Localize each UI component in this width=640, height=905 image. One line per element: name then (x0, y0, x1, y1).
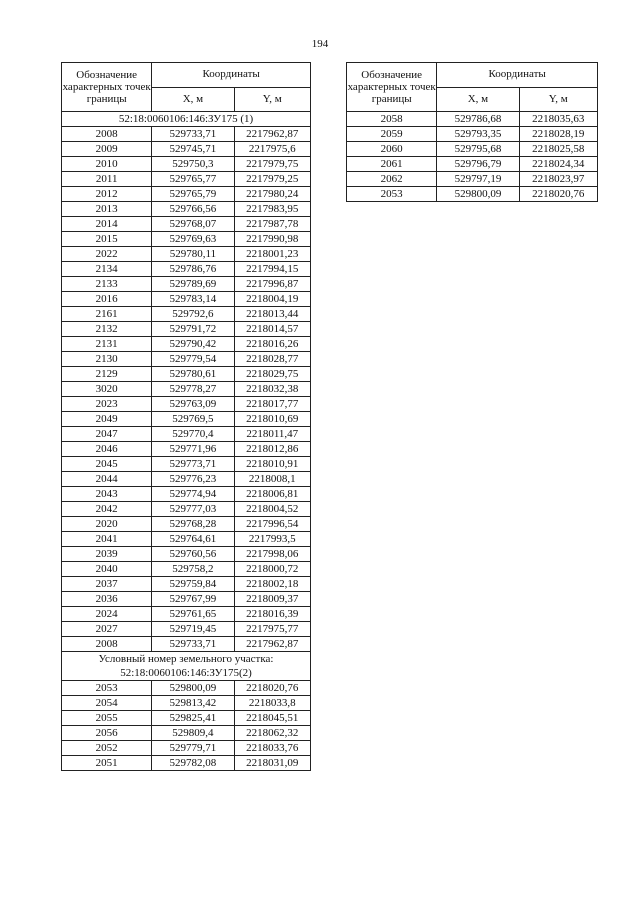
x-coordinate: 529780,11 (152, 247, 234, 262)
y-coordinate: 2217975,6 (234, 142, 310, 157)
x-coordinate: 529813,42 (152, 696, 234, 711)
table-row (62, 412, 311, 427)
y-coordinate: 2218008,1 (234, 472, 310, 487)
point-id: 2054 (62, 696, 152, 711)
y-coordinate: 2218004,52 (234, 502, 310, 517)
point-id: 2056 (62, 726, 152, 741)
coordinates-table-right (346, 62, 598, 202)
y-coordinate: 2218001,23 (234, 247, 310, 262)
point-id: 2041 (62, 532, 152, 547)
x-coordinate: 529791,72 (152, 322, 234, 337)
point-id: 3020 (62, 382, 152, 397)
point-id: 2161 (62, 307, 152, 322)
x-coordinate: 529763,09 (152, 397, 234, 412)
table-row (62, 277, 311, 292)
header-x: X, м (437, 87, 519, 112)
table-row (62, 217, 311, 232)
y-coordinate: 2218016,39 (234, 607, 310, 622)
x-coordinate: 529765,77 (152, 172, 234, 187)
table-row (62, 322, 311, 337)
point-id: 2046 (62, 442, 152, 457)
x-coordinate: 529777,03 (152, 502, 234, 517)
x-coordinate: 529768,07 (152, 217, 234, 232)
x-coordinate: 529750,3 (152, 157, 234, 172)
point-id: 2012 (62, 187, 152, 202)
table-row (347, 127, 598, 142)
y-coordinate: 2218024,34 (519, 157, 597, 172)
table-row (62, 262, 311, 277)
y-coordinate: 2217962,87 (234, 127, 310, 142)
table-row (62, 157, 311, 172)
x-coordinate: 529776,23 (152, 472, 234, 487)
table-row (347, 112, 598, 127)
table-row (62, 247, 311, 262)
table-row (62, 367, 311, 382)
y-coordinate: 2218025,58 (519, 142, 597, 157)
x-coordinate: 529797,19 (437, 172, 519, 187)
y-coordinate: 2218045,51 (234, 711, 310, 726)
x-coordinate: 529766,56 (152, 202, 234, 217)
table-row (62, 577, 311, 592)
x-coordinate: 529745,71 (152, 142, 234, 157)
table-row (62, 607, 311, 622)
y-coordinate: 2218006,81 (234, 487, 310, 502)
table-row (62, 696, 311, 711)
point-id: 2023 (62, 397, 152, 412)
y-coordinate: 2217980,24 (234, 187, 310, 202)
header-designation: Обозначение характерных точек границы (62, 63, 152, 112)
y-coordinate: 2217993,5 (234, 532, 310, 547)
table-row (62, 622, 311, 637)
y-coordinate: 2218023,97 (519, 172, 597, 187)
header-x: X, м (152, 87, 234, 112)
x-coordinate: 529779,71 (152, 741, 234, 756)
point-id: 2009 (62, 142, 152, 157)
table-row (62, 307, 311, 322)
table-row (62, 532, 311, 547)
table-row (62, 517, 311, 532)
point-id: 2053 (347, 187, 437, 202)
table-row (62, 756, 311, 771)
x-coordinate: 529793,35 (437, 127, 519, 142)
x-coordinate: 529778,27 (152, 382, 234, 397)
x-coordinate: 529790,42 (152, 337, 234, 352)
x-coordinate: 529770,4 (152, 427, 234, 442)
point-id: 2130 (62, 352, 152, 367)
x-coordinate: 529779,54 (152, 352, 234, 367)
x-coordinate: 529759,84 (152, 577, 234, 592)
table-row (62, 172, 311, 187)
point-id: 2129 (62, 367, 152, 382)
table-row (62, 202, 311, 217)
y-coordinate: 2218020,76 (519, 187, 597, 202)
y-coordinate: 2217975,77 (234, 622, 310, 637)
x-coordinate: 529769,63 (152, 232, 234, 247)
table-row (62, 562, 311, 577)
x-coordinate: 529825,41 (152, 711, 234, 726)
point-id: 2047 (62, 427, 152, 442)
point-id: 2039 (62, 547, 152, 562)
header-designation: Обозначение характерных точек границы (347, 63, 437, 112)
y-coordinate: 2218009,37 (234, 592, 310, 607)
x-coordinate: 529773,71 (152, 457, 234, 472)
table-row (62, 502, 311, 517)
point-id: 2042 (62, 502, 152, 517)
point-id: 2058 (347, 112, 437, 127)
table-row (62, 232, 311, 247)
y-coordinate: 2217979,75 (234, 157, 310, 172)
point-id: 2008 (62, 637, 152, 652)
x-coordinate: 529786,68 (437, 112, 519, 127)
y-coordinate: 2217962,87 (234, 637, 310, 652)
point-id: 2037 (62, 577, 152, 592)
point-id: 2020 (62, 517, 152, 532)
y-coordinate: 2217983,95 (234, 202, 310, 217)
table-row (62, 442, 311, 457)
table-row (62, 711, 311, 726)
table-row (62, 472, 311, 487)
table-row (62, 397, 311, 412)
x-coordinate: 529764,61 (152, 532, 234, 547)
table-row (62, 726, 311, 741)
table-row (62, 681, 311, 696)
y-coordinate: 2218016,26 (234, 337, 310, 352)
y-coordinate: 2218010,69 (234, 412, 310, 427)
y-coordinate: 2218004,19 (234, 292, 310, 307)
y-coordinate: 2218028,19 (519, 127, 597, 142)
point-id: 2133 (62, 277, 152, 292)
x-coordinate: 529800,09 (152, 681, 234, 696)
y-coordinate: 2218014,57 (234, 322, 310, 337)
y-coordinate: 2218013,44 (234, 307, 310, 322)
x-coordinate: 529758,2 (152, 562, 234, 577)
point-id: 2061 (347, 157, 437, 172)
y-coordinate: 2218002,18 (234, 577, 310, 592)
table-row (62, 547, 311, 562)
point-id: 2008 (62, 127, 152, 142)
x-coordinate: 529782,08 (152, 756, 234, 771)
x-coordinate: 529789,69 (152, 277, 234, 292)
x-coordinate: 529733,71 (152, 127, 234, 142)
point-id: 2049 (62, 412, 152, 427)
x-coordinate: 529761,65 (152, 607, 234, 622)
point-id: 2010 (62, 157, 152, 172)
point-id: 2131 (62, 337, 152, 352)
x-coordinate: 529733,71 (152, 637, 234, 652)
coordinates-table-left (61, 62, 311, 771)
header-coordinates: Координаты (437, 63, 598, 88)
point-id: 2132 (62, 322, 152, 337)
y-coordinate: 2218000,72 (234, 562, 310, 577)
section-title: 52:18:0060106:146:ЗУ175 (1) (62, 112, 311, 127)
point-id: 2052 (62, 741, 152, 756)
table-row (62, 187, 311, 202)
y-coordinate: 2217994,15 (234, 262, 310, 277)
point-id: 2036 (62, 592, 152, 607)
point-id: 2051 (62, 756, 152, 771)
table-row (62, 457, 311, 472)
point-id: 2011 (62, 172, 152, 187)
y-coordinate: 2218029,75 (234, 367, 310, 382)
x-coordinate: 529768,28 (152, 517, 234, 532)
y-coordinate: 2217987,78 (234, 217, 310, 232)
y-coordinate: 2218032,38 (234, 382, 310, 397)
point-id: 2024 (62, 607, 152, 622)
table-row (347, 157, 598, 172)
x-coordinate: 529719,45 (152, 622, 234, 637)
x-coordinate: 529765,79 (152, 187, 234, 202)
table-row (347, 172, 598, 187)
y-coordinate: 2217998,06 (234, 547, 310, 562)
page-number: 194 (311, 38, 329, 50)
section-title-row (62, 112, 311, 127)
y-coordinate: 2217990,98 (234, 232, 310, 247)
x-coordinate: 529786,76 (152, 262, 234, 277)
x-coordinate: 529795,68 (437, 142, 519, 157)
table-row (62, 487, 311, 502)
x-coordinate: 529767,99 (152, 592, 234, 607)
table-row (62, 637, 311, 652)
point-id: 2014 (62, 217, 152, 232)
y-coordinate: 2218033,76 (234, 741, 310, 756)
y-coordinate: 2218020,76 (234, 681, 310, 696)
table-row (347, 187, 598, 202)
x-coordinate: 529796,79 (437, 157, 519, 172)
x-coordinate: 529792,6 (152, 307, 234, 322)
header-y: Y, м (234, 87, 310, 112)
point-id: 2060 (347, 142, 437, 157)
point-id: 2015 (62, 232, 152, 247)
y-coordinate: 2218033,8 (234, 696, 310, 711)
table-row (62, 382, 311, 397)
table-row (347, 142, 598, 157)
y-coordinate: 2217996,87 (234, 277, 310, 292)
y-coordinate: 2218011,47 (234, 427, 310, 442)
table-row (62, 292, 311, 307)
x-coordinate: 529774,94 (152, 487, 234, 502)
y-coordinate: 2217979,25 (234, 172, 310, 187)
x-coordinate: 529800,09 (437, 187, 519, 202)
point-id: 2055 (62, 711, 152, 726)
y-coordinate: 2218028,77 (234, 352, 310, 367)
y-coordinate: 2218062,32 (234, 726, 310, 741)
table-row (62, 427, 311, 442)
section-title: Условный номер земельного участка: 52:18:0060106:146:ЗУ175(2) (62, 652, 311, 681)
point-id: 2059 (347, 127, 437, 142)
y-coordinate: 2218010,91 (234, 457, 310, 472)
point-id: 2040 (62, 562, 152, 577)
point-id: 2022 (62, 247, 152, 262)
point-id: 2013 (62, 202, 152, 217)
point-id: 2027 (62, 622, 152, 637)
x-coordinate: 529771,96 (152, 442, 234, 457)
point-id: 2053 (62, 681, 152, 696)
section-title-row (62, 652, 311, 681)
point-id: 2134 (62, 262, 152, 277)
table-row (62, 337, 311, 352)
y-coordinate: 2218035,63 (519, 112, 597, 127)
x-coordinate: 529783,14 (152, 292, 234, 307)
point-id: 2044 (62, 472, 152, 487)
table-row (62, 127, 311, 142)
y-coordinate: 2218017,77 (234, 397, 310, 412)
point-id: 2062 (347, 172, 437, 187)
header-y: Y, м (519, 87, 597, 112)
table-row (62, 592, 311, 607)
point-id: 2016 (62, 292, 152, 307)
y-coordinate: 2218031,09 (234, 756, 310, 771)
point-id: 2045 (62, 457, 152, 472)
x-coordinate: 529769,5 (152, 412, 234, 427)
x-coordinate: 529760,56 (152, 547, 234, 562)
x-coordinate: 529780,61 (152, 367, 234, 382)
y-coordinate: 2218012,86 (234, 442, 310, 457)
x-coordinate: 529809,4 (152, 726, 234, 741)
table-row (62, 352, 311, 367)
table-row (62, 741, 311, 756)
header-coordinates: Координаты (152, 63, 311, 88)
y-coordinate: 2217996,54 (234, 517, 310, 532)
point-id: 2043 (62, 487, 152, 502)
table-row (62, 142, 311, 157)
